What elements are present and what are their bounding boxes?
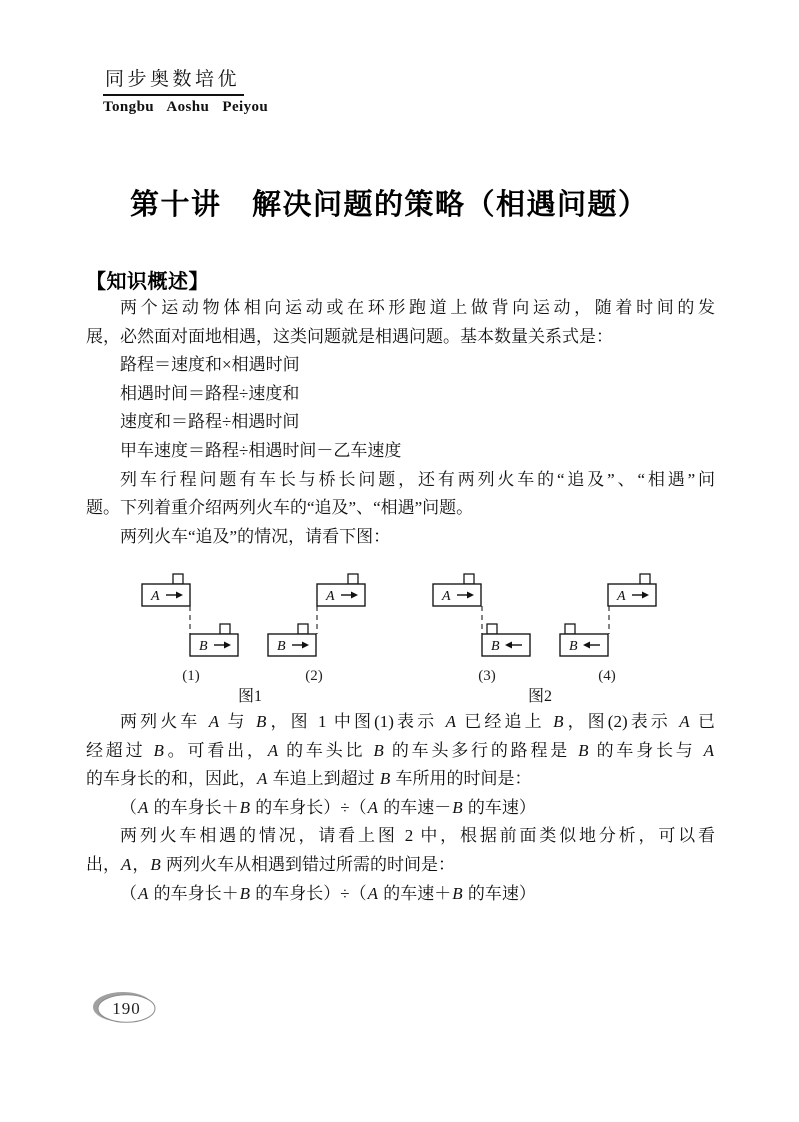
text-line: 题。下列着重介绍两列火车的“追及”、“相遇”问题。	[86, 498, 474, 518]
unit-caption: (1)	[182, 668, 200, 684]
text-line: 经超过 B。可看出，A 的车头比 B 的车头多行的路程是 B 的车身长与 A	[86, 740, 715, 760]
chimney-icon	[220, 624, 230, 634]
train-unit-4	[560, 574, 656, 684]
formula-line: （A 的车身长＋B 的车身长）÷（A 的车速－B 的车速）	[120, 797, 536, 817]
train-letter-b: B	[199, 639, 208, 654]
text-line: 两列火车“追及”的情况，请看下图：	[120, 526, 391, 546]
figure1-caption: 图1	[237, 688, 263, 705]
text-line: 两个运动物体相向运动或在环形跑道上做背向运动，随着时间的发	[120, 298, 715, 317]
unit-caption: (2)	[305, 668, 323, 684]
brand-title-cn: 同步奥数培优	[103, 64, 244, 96]
train-letter-a: A	[617, 589, 626, 604]
formula-line: 甲车速度＝路程÷相遇时间－乙车速度	[120, 440, 402, 460]
section-heading: 【知识概述】	[86, 271, 209, 293]
train-unit-1	[142, 574, 238, 684]
trains-diagram	[130, 562, 675, 707]
formula-line: （A 的车身长＋B 的车身长）÷（A 的车速＋B 的车速）	[120, 883, 536, 903]
text-line: 的车身长的和，因此，A 车追上到超过 B 车所用的时间是：	[86, 769, 532, 789]
brand-title-pinyin: Tongbu Aoshu Peiyou	[103, 99, 269, 115]
page-number-badge	[92, 989, 160, 1032]
chimney-icon	[173, 574, 183, 584]
text-line: 出，A，B 两列火车从相遇到错过所需的时间是：	[86, 854, 456, 874]
formula-line: 速度和＝路程÷相遇时间	[120, 412, 300, 432]
header-brand	[103, 64, 268, 116]
train-letter-a: A	[326, 589, 335, 604]
chimney-icon	[298, 624, 308, 634]
train-letter-a: A	[442, 589, 451, 604]
chimney-icon	[640, 574, 650, 584]
page-number: 190	[112, 999, 141, 1018]
chimney-icon	[348, 574, 358, 584]
figure2-caption: 图2	[527, 688, 553, 705]
formula-line: 路程＝速度和×相遇时间	[120, 355, 300, 375]
train-letter-b: B	[277, 639, 286, 654]
train-unit-3	[433, 574, 530, 684]
formula-line: 相遇时间＝路程÷速度和	[120, 383, 300, 403]
train-unit-2	[268, 574, 365, 684]
knowledge-paragraphs	[86, 294, 715, 551]
page-number-ellipse	[92, 989, 160, 1027]
chimney-icon	[464, 574, 474, 584]
unit-caption: (4)	[598, 668, 616, 684]
chimney-icon	[487, 624, 497, 634]
unit-caption: (3)	[478, 668, 496, 684]
lesson-title: 第十讲 解决问题的策略（相遇问题）	[130, 189, 649, 221]
chimney-icon	[565, 624, 575, 634]
trains-diagram-svg	[130, 562, 675, 707]
discussion-paragraphs	[86, 708, 715, 908]
train-letter-b: B	[569, 639, 578, 654]
text-line: 两列火车相遇的情况，请看上图 2 中，根据前面类似地分析，可以看	[120, 826, 715, 846]
text-line: 两列火车 A 与 B，图 1 中图(1)表示 A 已经追上 B，图(2)表示 A 已	[120, 712, 716, 731]
train-letter-a: A	[151, 589, 160, 604]
train-letter-b: B	[491, 639, 500, 654]
text-line: 展，必然面对面地相遇，这类问题就是相遇问题。基本数量关系式是：	[86, 326, 613, 346]
text-line: 列车行程问题有车长与桥长问题，还有两列火车的“追及”、“相遇”问	[120, 469, 715, 489]
